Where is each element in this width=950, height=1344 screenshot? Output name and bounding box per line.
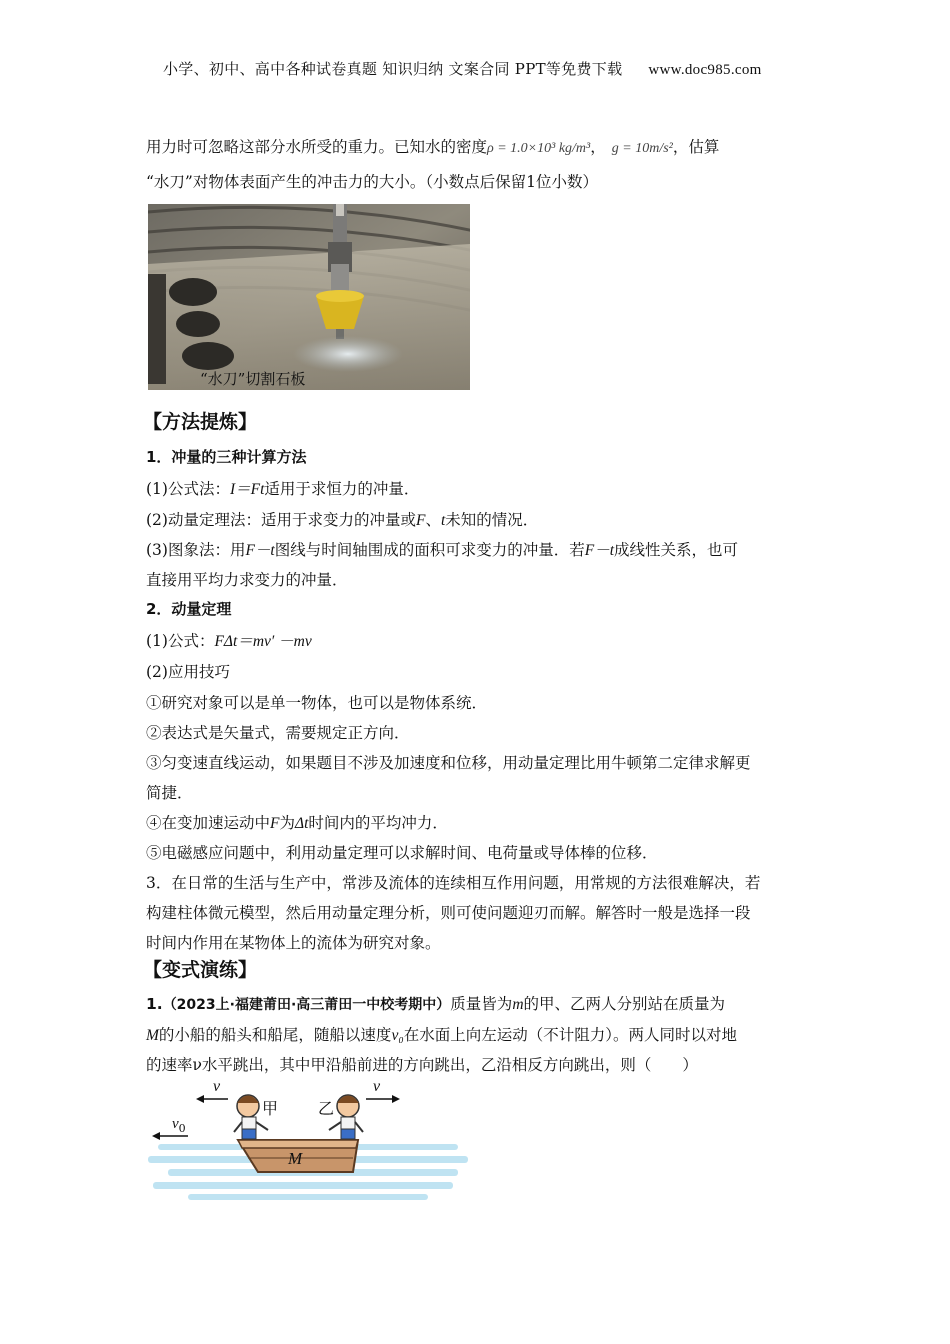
label-v-left: v [213,1078,221,1095]
item-text: 时间内的平均冲力． [308,814,448,832]
item-text: 成线性关系，也可 [614,541,739,559]
photo-caption: “水刀”切割石板 [200,370,306,388]
gravity-formula: g = 10m/s² [611,141,673,156]
section-1-item-1 [146,477,419,499]
intro-text-a: 用力时可忽略这部分水所受的重力。已知水的密度 [146,138,488,156]
item-text: 为 [279,814,295,832]
question-source: （2023上·福建莆田·高三莆田一中校考期中） [162,997,451,1013]
section-2-tip-4 [146,811,448,833]
item-text: 质量皆为 [450,995,513,1013]
impulse-formula: I＝Ft [229,481,265,498]
var-Ft: F－t [584,542,615,559]
header-text: 小学、初中、高中各种试卷真题 知识归纳 文案合同 PPT等免费下载 [163,60,623,78]
section-2-tip-2: ②表达式是矢量式，需要规定正方向． [146,724,410,742]
item-text: 适用于求恒力的冲量． [264,480,420,498]
boat-diagram [148,1076,468,1206]
section-2-tip-1: ①研究对象可以是单一物体，也可以是物体系统． [146,694,488,712]
momentum-formula: FΔt＝mv′ －mv [214,633,312,650]
label-boat-M: M [288,1149,303,1168]
item-text: (2)动量定理法：适用于求变力的冲量或 [146,511,416,529]
section-3-line-3: 时间内作用在某物体上的流体为研究对象。 [146,934,441,952]
var-dt: Δt [295,815,309,832]
label-yi: 乙 [318,1099,335,1118]
question-1-line-1 [146,992,725,1014]
item-text: (3)图象法：用 [146,541,246,559]
person-yi [329,1095,363,1139]
intro-line-2: “水刀”对物体表面产生的冲击力的大小。（小数点后保留1位小数） [146,173,598,191]
item-text: 在水面上向左运动（不计阻力）。两人同时以对地 [403,1026,737,1044]
section-2-tip-3-cont: 简捷． [146,784,193,802]
water-knife-photo [148,204,470,390]
section-1-title: 1．冲量的三种计算方法 [146,448,307,466]
var-Ft: F－t [245,542,275,559]
label-jia: 甲 [262,1099,279,1118]
practice-title: 【变式演练】 [143,959,258,981]
var-v0: v₀ [391,1027,404,1044]
label-v-right: v [373,1078,381,1095]
boat-figure [148,1076,468,1206]
section-2-item-2: (2)应用技巧 [146,663,230,681]
label-v0 [172,1114,186,1135]
header-url[interactable]: www.doc985.com [648,62,762,78]
water-knife-image [148,204,470,390]
question-1-line-3: 的速率ν水平跳出，其中甲沿船前进的方向跳出，乙沿相反方向跳出，则（ ） [146,1056,698,1074]
var-M: M [146,1027,159,1044]
section-1-item-2 [146,508,538,530]
section-3-line-2: 构建柱体微元模型，然后用动量定理分析，则可使问题迎刃而解。解答时一般是选择一段 [146,904,751,922]
intro-text-b: ，估算 [672,138,720,156]
item-text: (1)公式法： [146,480,230,498]
density-formula: ρ = 1.0×10³ kg/m³ [487,141,591,156]
item-text: 的甲、乙两人分别站在质量为 [523,995,726,1013]
var-F: F [415,512,426,529]
section-2-title: 2．动量定理 [146,600,232,618]
section-2-item-1 [146,629,312,651]
item-text: 的小船的船头和船尾，随船以速度 [158,1026,392,1044]
item-text: (1)公式： [146,632,215,650]
item-text: 未知的情况． [445,511,539,529]
var-t: t [440,512,446,529]
section-3-line-1: 3．在日常的生活与生产中，常涉及流体的连续相互作用问题，用常规的方法很难解决，若 [146,874,761,892]
intro-sep: ， [590,138,606,156]
section-1-item-3 [146,538,738,560]
item-text: 图线与时间轴围成的面积可求变力的冲量．若 [274,541,585,559]
var-m: m [512,996,524,1013]
question-number: 1. [146,995,163,1013]
label-v0-main: v [172,1116,179,1132]
section-2-tip-5: ⑤电磁感应问题中，利用动量定理可以求解时间、电荷量或导体棒的位移． [146,844,658,862]
question-1-line-2 [146,1023,737,1045]
intro-line-1 [146,135,719,157]
method-title: 【方法提炼】 [143,411,258,433]
section-1-item-3-cont: 直接用平均力求变力的冲量． [146,571,348,589]
label-v0-sub: 0 [178,1122,186,1135]
section-2-tip-3: ③匀变速直线运动，如果题目不涉及加速度和位移，用动量定理比用牛顿第二定律求解更 [146,754,751,772]
var-F: F [270,815,280,832]
item-text: ④在变加速运动中 [146,814,271,832]
page-header [163,58,762,79]
item-text: 、 [425,511,441,529]
